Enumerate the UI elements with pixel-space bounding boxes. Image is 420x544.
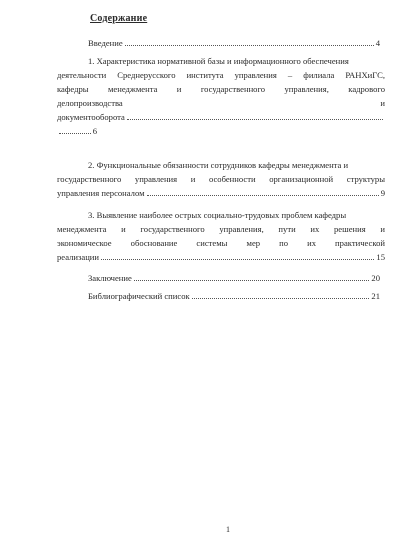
toc-entry-section1-line1: 1. Характеристика нормативной базы и информационного обеспечения [88,56,349,66]
toc-entry-page: 15 [376,252,385,262]
toc-entry-page: 9 [380,188,385,198]
dot-leader [134,279,370,281]
toc-entry-text: документооборота [57,112,125,122]
toc-entry-label: Введение [88,38,123,48]
toc-entry-text: управления персоналом [57,188,145,198]
toc-title: Содержание [90,13,148,24]
dot-leader [101,258,374,260]
toc-entry-label: Заключение [88,273,132,283]
toc-entry-section1-line5 [57,112,385,122]
toc-entry-section3-line4 [57,252,385,262]
dot-leader [59,132,91,134]
toc-entry-section3-line1: 3. Выявление наиболее острых социально-трудовых проблем кафедры [88,210,347,220]
toc-entry-text: делопроизводства [57,98,123,108]
dot-leader [147,194,379,196]
toc-entry-section1-line4 [57,98,385,108]
toc-entry-page: 6 [92,126,97,136]
toc-entry-conclusion [88,273,380,283]
toc-entry-section2-line3 [57,188,385,198]
toc-entry-section1-line3: кафедры менеджмента и государственного управления, кадрового [57,84,385,94]
toc-entry-section1-page [57,126,97,136]
page-number: 1 [226,525,230,534]
toc-entry-text: и [380,98,385,108]
dot-leader [125,44,374,46]
dot-leader [192,297,370,299]
toc-entry-section3-line3: экономическое обоснование системы мер по их практической [57,238,385,248]
toc-entry-section3-line2: менеджмента и государственного управления, пути их решения и [57,224,385,234]
toc-entry-label: Библиографический список [88,291,190,301]
toc-entry-section2-line2: государственного управления и особенности организационной структуры [57,174,385,184]
toc-entry-bibliography [88,291,380,301]
toc-entry-page: 21 [371,291,380,301]
dot-leader [127,118,383,120]
toc-entry-page: 4 [375,38,380,48]
toc-entry-text: реализации [57,252,99,262]
toc-entry-section1-line2: деятельности Среднерусского института управления – филиала РАНХиГС, [57,70,385,80]
toc-entry-intro [88,38,380,48]
toc-entry-page: 20 [371,273,380,283]
toc-entry-section2-line1: 2. Функциональные обязанности сотрудников кафедры менеджмента и [88,160,349,170]
